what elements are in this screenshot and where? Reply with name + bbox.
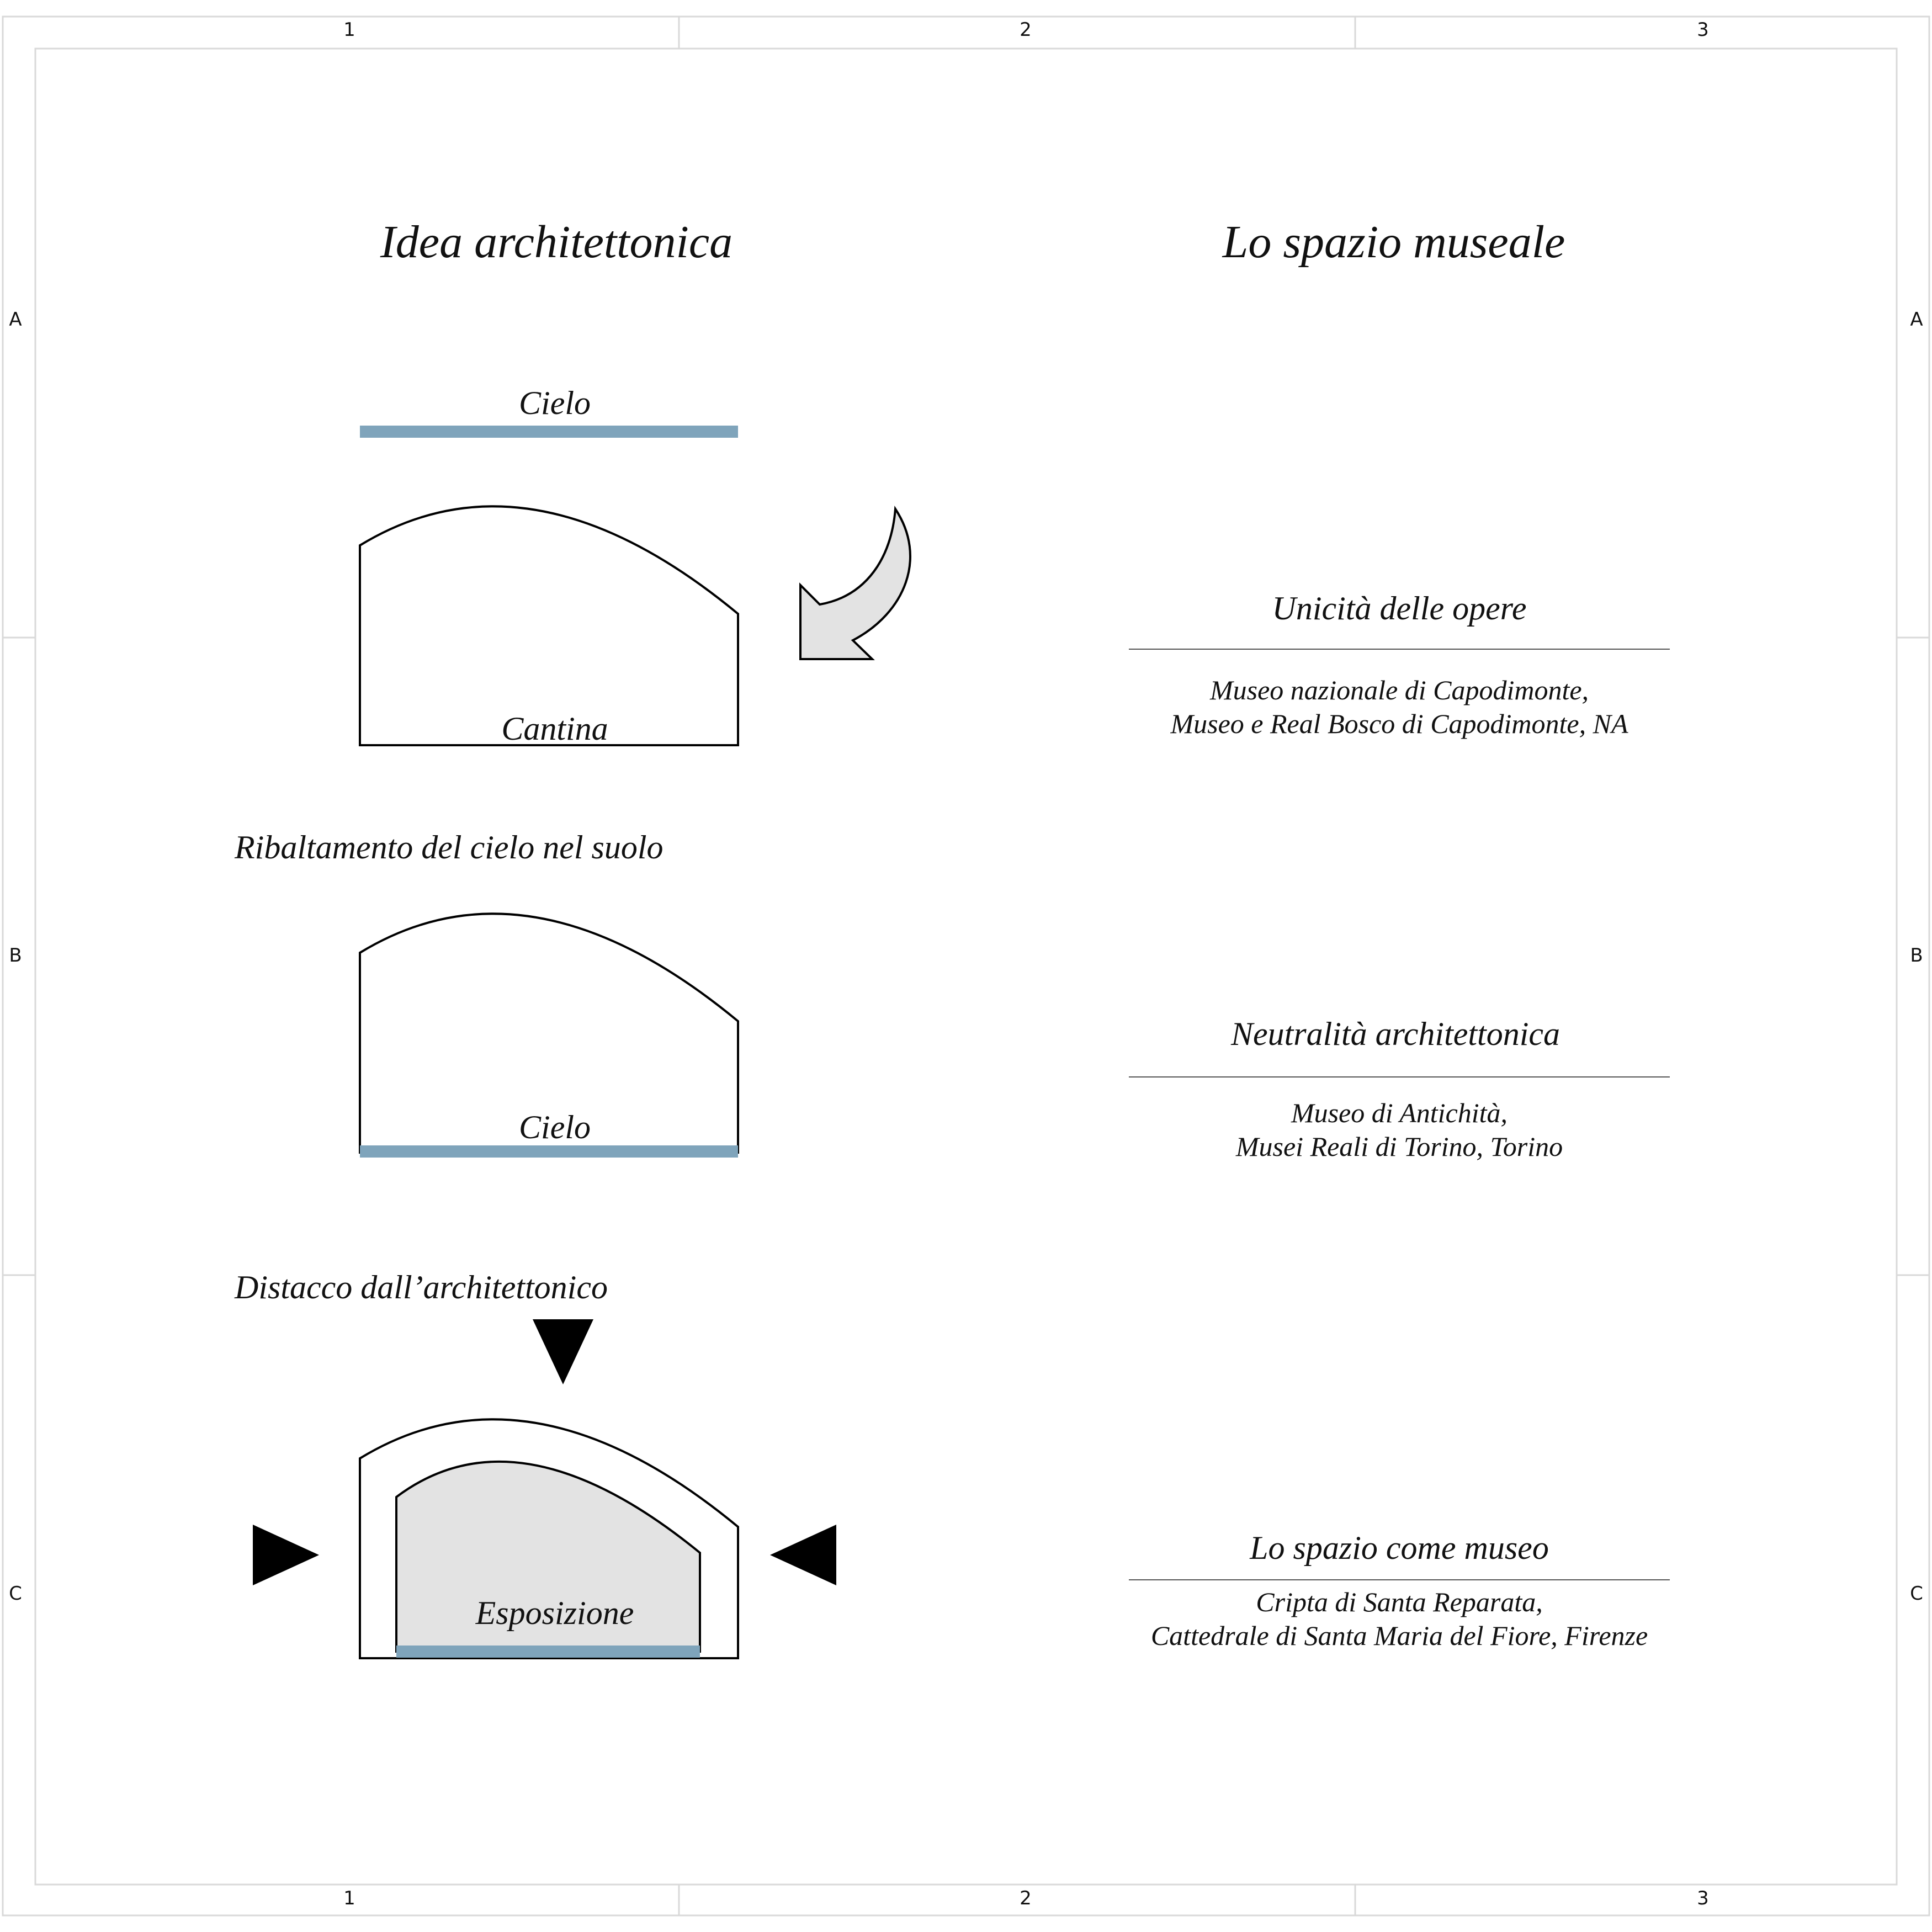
reference-3	[1129, 1530, 1670, 1651]
row-label-left: A	[9, 309, 22, 331]
arrow-left-icon	[770, 1525, 836, 1585]
reference-heading: Neutralità architettonica	[1230, 1016, 1561, 1052]
arrow-down-icon	[533, 1319, 593, 1384]
diagram-step-3	[234, 1269, 836, 1658]
column-label-bottom: 3	[1697, 1887, 1709, 1909]
row-label-right: A	[1910, 309, 1923, 331]
reference-1	[1129, 590, 1670, 739]
reference-line: Cattedrale di Santa Maria del Fiore, Firenze	[1150, 1620, 1648, 1651]
step3-caption: Distacco dall’architettonico	[235, 1269, 608, 1305]
reference-line: Museo di Antichità,	[1291, 1097, 1508, 1128]
flip-arrow-icon	[800, 509, 910, 659]
left-title: Idea architettonica	[380, 216, 733, 268]
reference-heading: Unicità delle opere	[1272, 590, 1527, 627]
step2-caption: Ribaltamento del cielo nel suolo	[235, 829, 664, 866]
row-label-right: B	[1910, 944, 1923, 967]
column-label-bottom: 2	[1020, 1887, 1032, 1909]
right-title: Lo spazio museale	[1222, 216, 1565, 268]
row-label-left: C	[9, 1583, 22, 1605]
floor-sky-label: Cielo	[519, 1109, 591, 1145]
reference-line: Museo nazionale di Capodimonte,	[1209, 675, 1589, 705]
row-label-right: C	[1910, 1583, 1923, 1605]
column-label-bottom: 1	[343, 1887, 355, 1909]
diagram-step-2	[234, 829, 738, 1153]
reference-heading: Lo spazio come museo	[1250, 1530, 1549, 1566]
cellar-outline	[360, 506, 738, 745]
reference-line: Cripta di Santa Reparata,	[1256, 1586, 1543, 1617]
reference-line: Musei Reali di Torino, Torino	[1235, 1131, 1563, 1162]
exhibit-label: Esposizione	[475, 1595, 634, 1631]
column-label-top: 3	[1697, 19, 1709, 41]
arrow-right-icon	[253, 1525, 319, 1585]
reference-line: Museo e Real Bosco di Capodimonte, NA	[1170, 708, 1628, 739]
sky-label: Cielo	[519, 385, 591, 421]
row-label-left: B	[9, 944, 22, 967]
cellar-label: Cantina	[501, 710, 608, 747]
reference-2	[1129, 1016, 1670, 1162]
column-label-top: 2	[1020, 19, 1032, 41]
diagram-step-1	[360, 385, 738, 747]
column-label-top: 1	[343, 19, 355, 41]
